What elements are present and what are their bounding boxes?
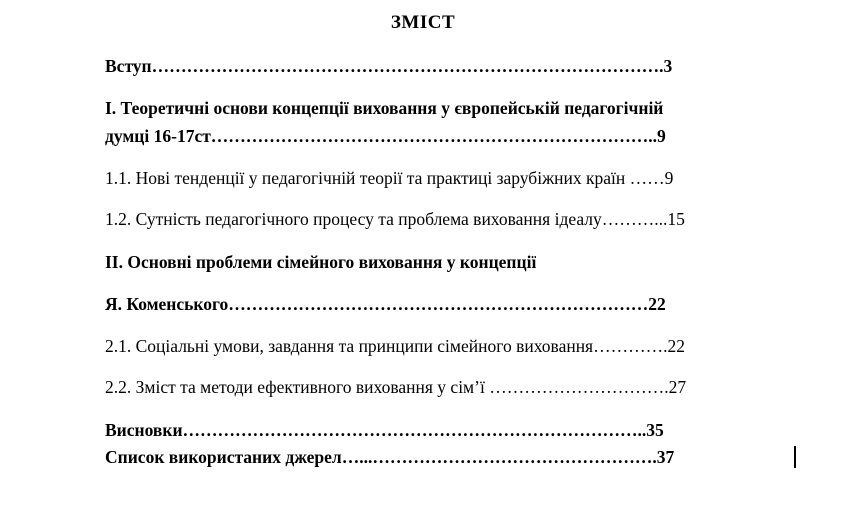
toc-entry-conclusions: Висновки……………………………………………………………………..35 [105,420,664,440]
toc-entry-introduction: Вступ…………………………………………………………………………….3 [105,56,673,76]
text-cursor [794,446,796,468]
toc-entry-section-2-2: 2.2. Зміст та методи ефективного виховання у сім’ї ………………………….27 [105,377,687,397]
toc-entry-chapter-1-line-1: I. Теоретичні основи концепції виховання у європейській педагогічній [105,98,664,118]
page-title: ЗМІСТ [390,12,456,33]
toc-entry-chapter-2-line-1: II. Основні проблеми сімейного виховання у концепції [105,252,537,272]
toc-entry-section-1-2: 1.2. Сутність педагогічного процесу та проблема виховання ідеалу………...15 [105,209,685,229]
toc-entry-section-1-1: 1.1. Нові тенденції у педагогічній теорії та практиці зарубіжних країн ……9 [105,168,674,188]
toc-entry-references: Список використаних джерел…...………………………………………….37 [105,447,675,467]
toc-entry-section-2-1: 2.1. Соціальні умови, завдання та принципи сімейного виховання………….22 [105,336,685,356]
toc-entry-chapter-1-line-2: думці 16-17ст…………………………………………………………………..9 [105,126,666,146]
toc-entry-chapter-2-line-2: Я. Коменського………………………………………………………………22 [105,294,666,314]
